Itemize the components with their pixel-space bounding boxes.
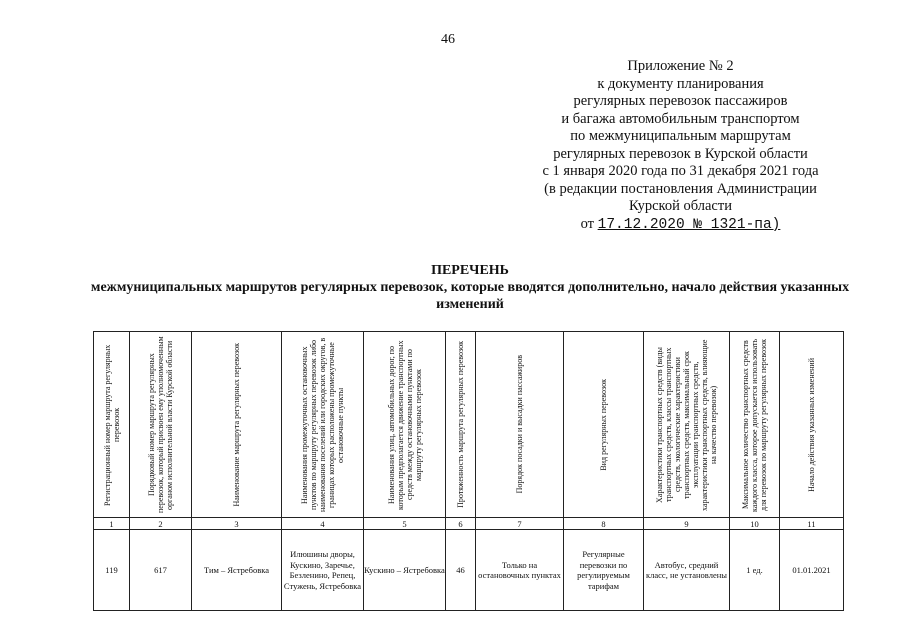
title-subheading: межмуниципальных маршрутов регулярных перевозок, которые вводятся дополнительно, начало действия указанных изменений bbox=[90, 280, 850, 312]
appendix-line: Курской области bbox=[629, 198, 732, 214]
column-number: 6 bbox=[446, 518, 476, 530]
cell-start-date: 01.01.2021 bbox=[780, 530, 844, 611]
cell-reg-number: 119 bbox=[94, 530, 130, 611]
column-number: 7 bbox=[476, 518, 564, 530]
cell-vehicle-characteristics: Автобус, средний класс, не установлены bbox=[644, 530, 730, 611]
column-header-text: Начало действия указанных изменений bbox=[807, 357, 816, 492]
column-number: 3 bbox=[192, 518, 282, 530]
column-number: 10 bbox=[730, 518, 780, 530]
column-header-text: Порядок посадки и высадки пассажиров bbox=[515, 355, 524, 494]
cell-transport-type: Регулярные перевозки по регулируемым тарифам bbox=[564, 530, 644, 611]
appendix-date-line bbox=[508, 216, 853, 235]
column-header-text: Наименования промежуточных остановочных пунктов по маршруту регулярных перевозок либо наименования поселений или городских округов, в границах которых расположены промежуточные остановочные пункты bbox=[300, 337, 345, 512]
column-number: 4 bbox=[282, 518, 364, 530]
column-header-text: Вид регулярных перевозок bbox=[599, 378, 608, 471]
column-header bbox=[130, 332, 192, 518]
column-header bbox=[364, 332, 446, 518]
column-header-text: Наименование маршрута регулярных перевозок bbox=[232, 342, 241, 507]
column-number-row bbox=[94, 518, 844, 530]
appendix-date-value: 17.12.2020 № 1321-па) bbox=[597, 216, 781, 233]
appendix-line: к документу планирования bbox=[597, 75, 764, 92]
appendix-line: по межмуниципальным маршрутам bbox=[570, 128, 791, 144]
appendix-line: регулярных перевозок в Курской области bbox=[553, 145, 808, 162]
table-header-row bbox=[94, 332, 844, 518]
cell-intermediate-stops: Илюшины дворы, Кускино, Заречье, Безленино, Репец, Стужень, Ястребовка bbox=[282, 530, 364, 611]
cell-streets: Кускино – Ястребовка bbox=[364, 530, 446, 611]
column-number: 8 bbox=[564, 518, 644, 530]
column-header bbox=[644, 332, 730, 518]
column-number: 2 bbox=[130, 518, 192, 530]
column-header bbox=[94, 332, 130, 518]
column-number: 9 bbox=[644, 518, 730, 530]
appendix-line: с 1 января 2020 года по 31 декабря 2021 года bbox=[542, 163, 819, 179]
column-header bbox=[564, 332, 644, 518]
column-header-text: Протяженность маршрута регулярных перевозок bbox=[456, 341, 465, 508]
column-header-text: Максимальное количество транспортных средств каждого класса, которое допускается использовать для перевозок по маршруту регулярных перевозок bbox=[741, 337, 768, 512]
column-header-text: Порядковый номер маршрута регулярных перевозок, который присвоен ему уполномоченным органом исполнительной власти Курской области bbox=[147, 336, 174, 513]
column-header-text: Регистрационный номер маршрута регулярных перевозок bbox=[102, 343, 121, 506]
document-title bbox=[60, 262, 880, 313]
column-header bbox=[780, 332, 844, 518]
column-header bbox=[446, 332, 476, 518]
appendix-block bbox=[508, 58, 853, 234]
appendix-date-prefix: от bbox=[580, 215, 595, 232]
column-header bbox=[192, 332, 282, 518]
appendix-line: регулярных перевозок пассажиров bbox=[573, 93, 788, 109]
appendix-line: и багажа автомобильным транспортом bbox=[561, 110, 800, 127]
cell-boarding-order: Только на остановочных пунктах bbox=[476, 530, 564, 611]
cell-route-name: Тим – Ястребовка bbox=[192, 530, 282, 611]
cell-order-number: 617 bbox=[130, 530, 192, 611]
routes-table bbox=[93, 331, 844, 611]
cell-length: 46 bbox=[446, 530, 476, 611]
table-row bbox=[94, 530, 844, 611]
column-header-text: Наименования улиц, автомобильных дорог, по которым предполагается движение транспортных средств между остановочными пунктами по маршруту регулярных перевозок bbox=[386, 339, 423, 510]
column-header bbox=[282, 332, 364, 518]
appendix-line: Приложение № 2 bbox=[627, 58, 734, 74]
column-number: 5 bbox=[364, 518, 446, 530]
appendix-line: (в редакции постановления Администрации bbox=[544, 180, 817, 197]
column-number: 1 bbox=[94, 518, 130, 530]
column-header-text: Характеристики транспортных средств (виды транспортных средств, классы транспортных средств, экологические характеристики транспортных средств, максимальный срок эксплуатации транспортных средств, характеристики транспортных средств, влияющие на качество перевозок) bbox=[655, 338, 718, 511]
title-heading: ПЕРЕЧЕНЬ bbox=[431, 263, 509, 278]
column-header bbox=[730, 332, 780, 518]
page-number: 46 bbox=[441, 32, 455, 47]
column-number: 11 bbox=[780, 518, 844, 530]
column-header bbox=[476, 332, 564, 518]
cell-max-vehicles: 1 ед. bbox=[730, 530, 780, 611]
